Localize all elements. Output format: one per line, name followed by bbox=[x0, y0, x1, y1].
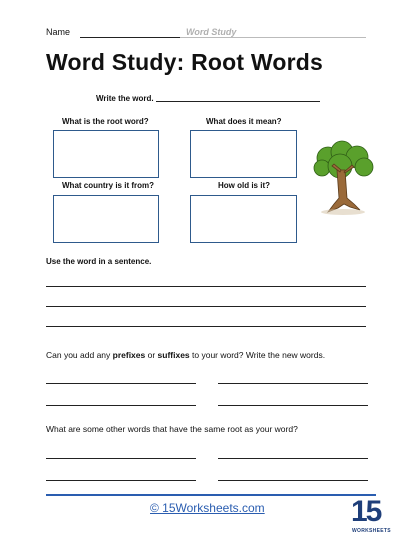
sentence-line-2[interactable] bbox=[46, 306, 366, 307]
page-title: Word Study: Root Words bbox=[46, 49, 323, 75]
name-line[interactable] bbox=[80, 37, 180, 38]
meaning-label: What does it mean? bbox=[206, 117, 282, 126]
affix-line-3[interactable] bbox=[46, 405, 196, 406]
header-divider bbox=[180, 37, 366, 38]
root-word-box[interactable] bbox=[53, 130, 159, 178]
write-word-prompt: Write the word. bbox=[96, 94, 154, 103]
copyright-link[interactable]: © 15Worksheets.com bbox=[150, 501, 265, 515]
same-root-line-2[interactable] bbox=[218, 458, 368, 459]
meaning-box[interactable] bbox=[190, 130, 297, 178]
same-root-prompt: What are some other words that have the same root as your word? bbox=[46, 424, 298, 434]
age-label: How old is it? bbox=[218, 181, 270, 190]
country-box[interactable] bbox=[53, 195, 159, 243]
affix-prompt bbox=[46, 350, 325, 360]
affix-prompt-part2: to your word? Write the new words. bbox=[189, 350, 326, 360]
category-label: Word Study bbox=[186, 27, 237, 37]
affix-prompt-or: or bbox=[145, 350, 158, 360]
same-root-line-4[interactable] bbox=[218, 480, 368, 481]
write-word-line[interactable] bbox=[156, 101, 320, 102]
root-word-label: What is the root word? bbox=[62, 117, 149, 126]
tree-icon bbox=[310, 140, 378, 220]
logo-text: WORKSHEETS bbox=[352, 528, 391, 534]
footer-divider bbox=[46, 494, 376, 496]
affix-line-1[interactable] bbox=[46, 383, 196, 384]
sentence-line-3[interactable] bbox=[46, 326, 366, 327]
affix-line-4[interactable] bbox=[218, 405, 368, 406]
same-root-line-3[interactable] bbox=[46, 480, 196, 481]
suffixes-word: suffixes bbox=[157, 350, 190, 360]
country-label: What country is it from? bbox=[62, 181, 154, 190]
sentence-line-1[interactable] bbox=[46, 286, 366, 287]
affix-line-2[interactable] bbox=[218, 383, 368, 384]
prefixes-word: prefixes bbox=[112, 350, 146, 360]
affix-prompt-part1: Can you add any bbox=[46, 350, 113, 360]
name-label: Name bbox=[46, 27, 71, 37]
sentence-prompt: Use the word in a sentence. bbox=[46, 257, 152, 266]
same-root-line-1[interactable] bbox=[46, 458, 196, 459]
logo-number: 15 bbox=[351, 495, 381, 528]
age-box[interactable] bbox=[190, 195, 297, 243]
